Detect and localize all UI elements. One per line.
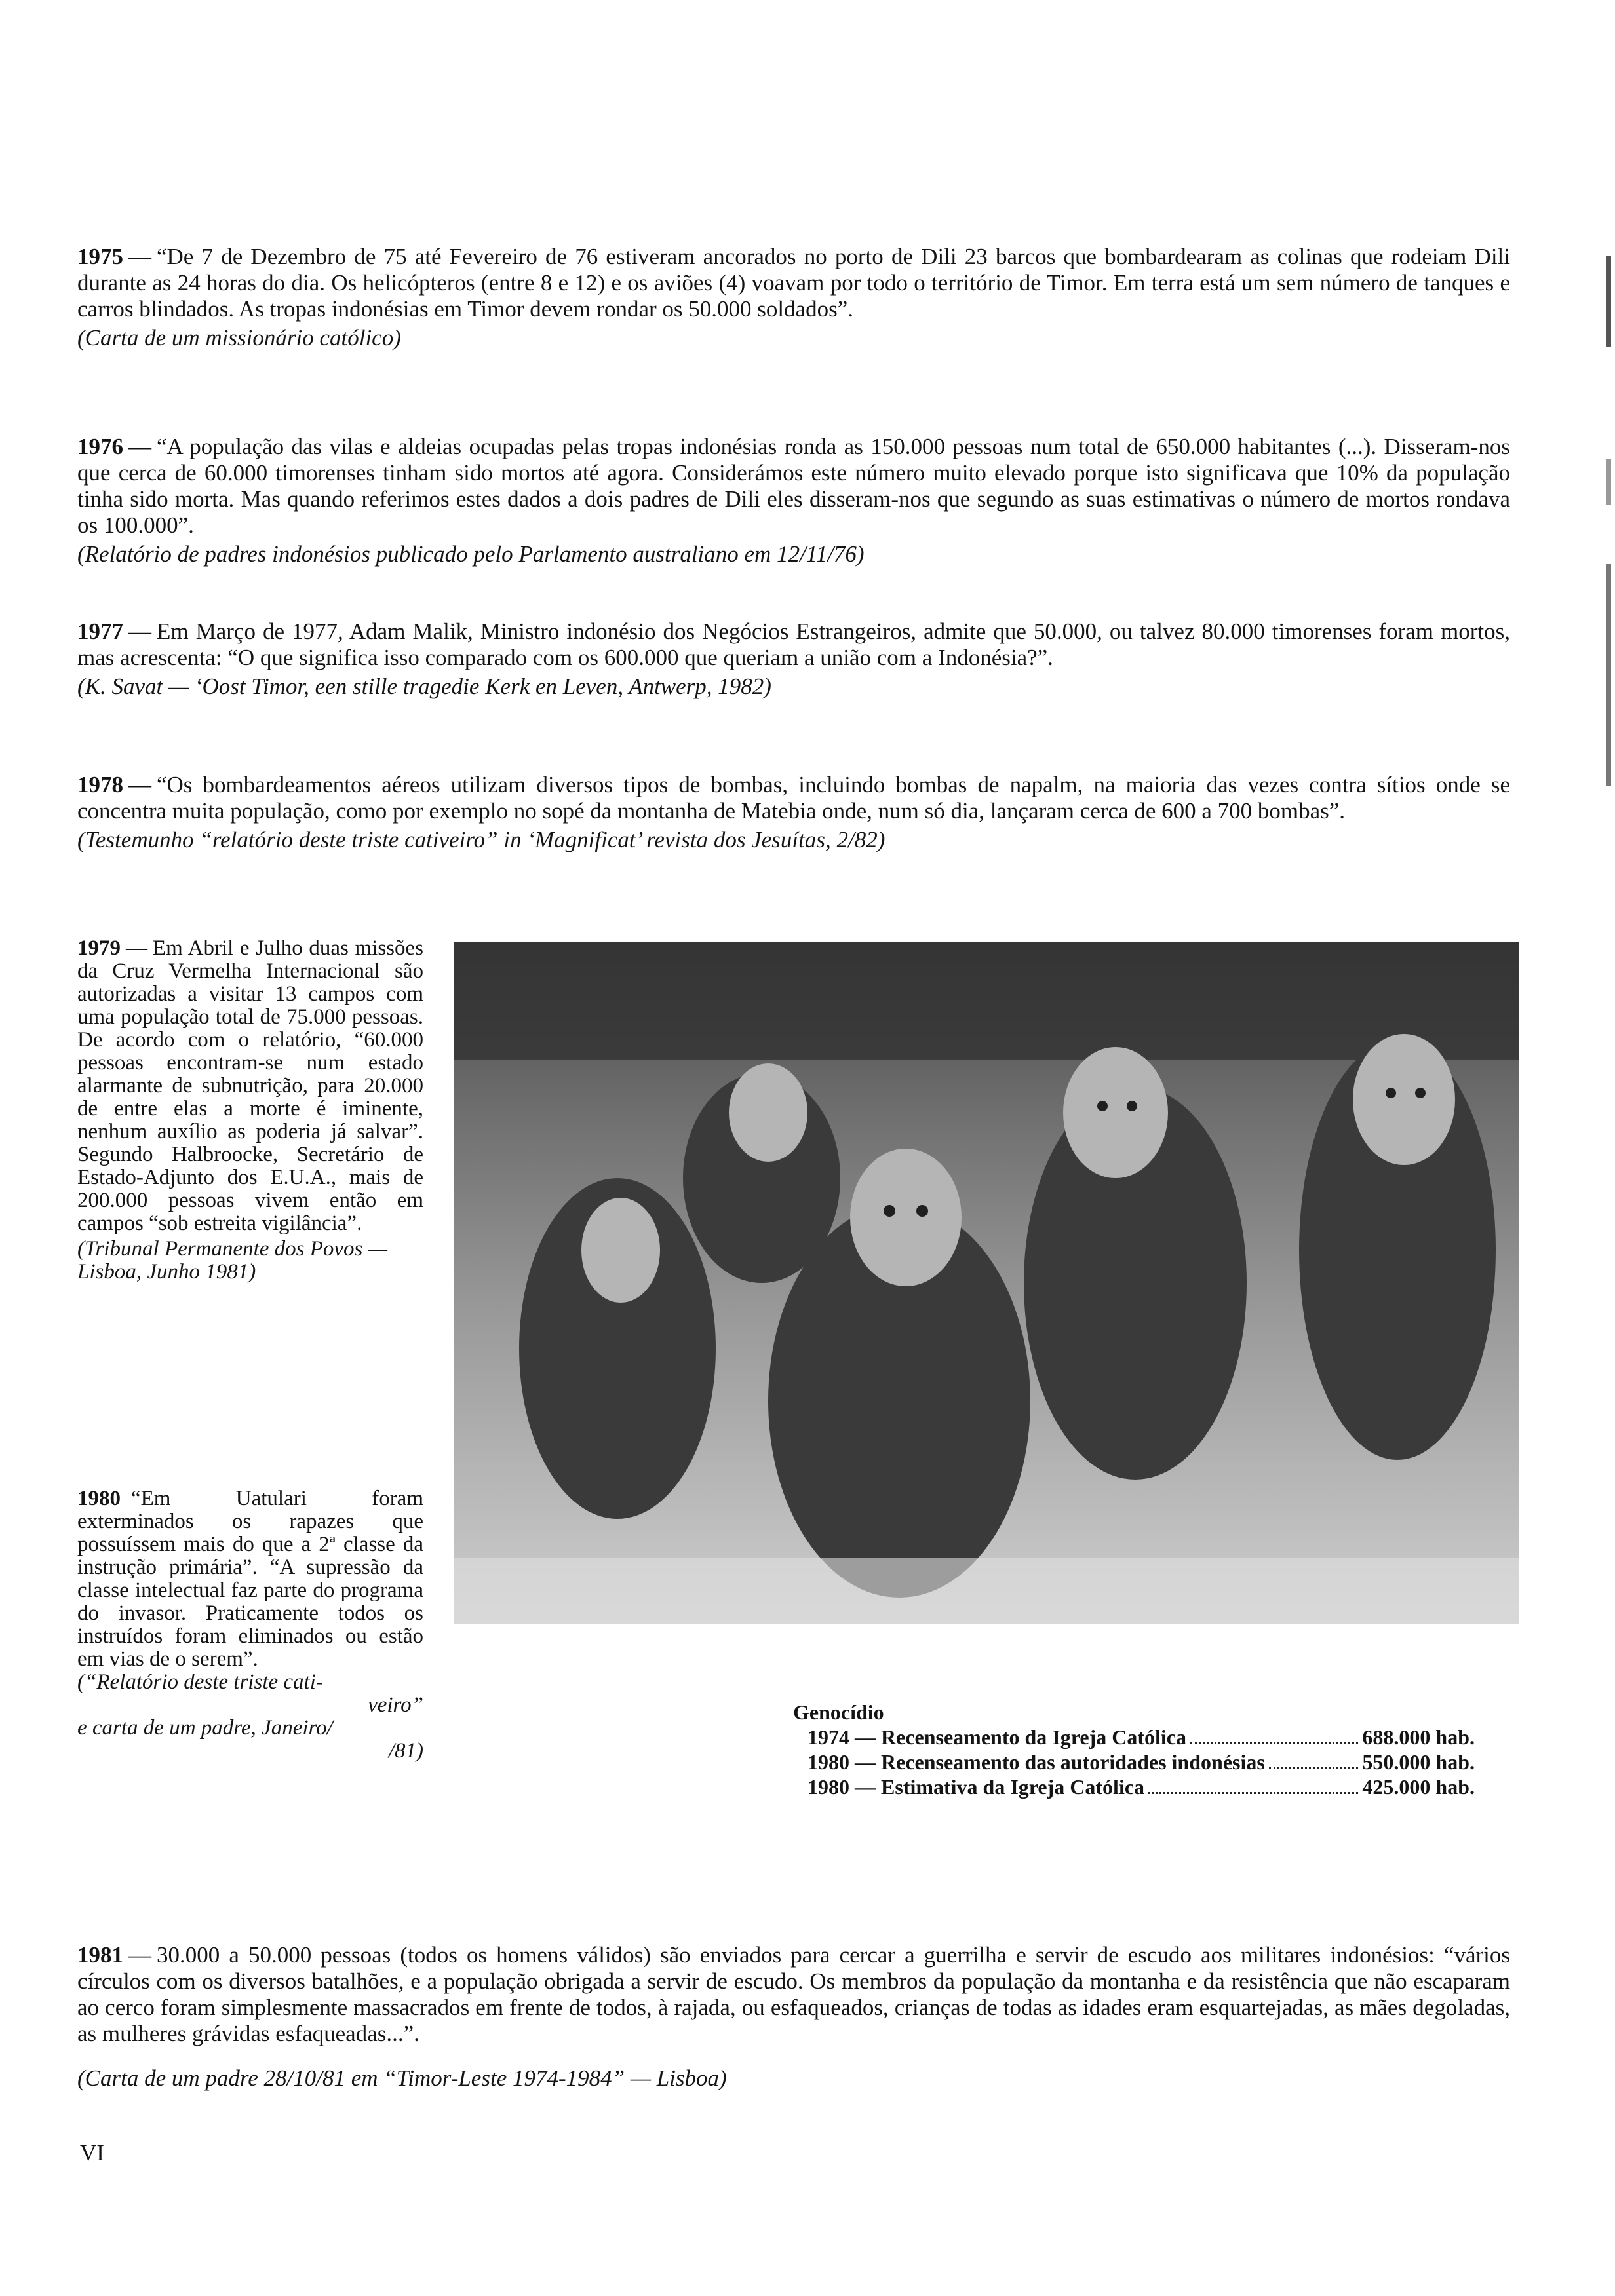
photo-image	[454, 942, 1519, 1624]
leader-dots	[1148, 1791, 1358, 1794]
entry-1980-text: 1980 “Em Uatulari foram exterminados os rapazes que possuíssem mais do que a 2ª classe da instrução primária”. “A supressão da classe intelectual faz parte do programa do invasor. Praticamente todos os instruídos foram eliminados ou estão em vias de o serem”.	[77, 1487, 423, 1671]
genocide-row	[793, 1750, 1475, 1774]
entry-year: 1979	[77, 936, 121, 960]
entry-1978	[77, 772, 1510, 853]
entry-1979	[77, 937, 423, 1284]
entry-1977	[77, 619, 1510, 700]
photo-of-children	[454, 942, 1519, 1624]
entry-source: (“Relatório deste triste cati-	[77, 1670, 323, 1694]
entry-1975	[77, 244, 1510, 351]
entry-year: 1976	[77, 434, 123, 459]
entry-1975-text: 1975 — “De 7 de Dezembro de 75 até Fevereiro de 76 estiveram ancorados no porto de Dili 23 barcos que bombardearam as colinas que rodeiam Dili durante as 24 horas do dia. Os helicópteros (entre 8 e 12) e os aviões (4) voavam por todo o território de Timor. Em terra está um sem número de tanques e carros blindados. As tropas indonésias em Timor devem rondar os 50.000 soldados”.	[77, 244, 1510, 322]
genocide-row-label: 1980 — Recenseamento das autoridades indonésias	[808, 1750, 1265, 1774]
entry-source: veiro”	[368, 1693, 423, 1717]
leader-dots	[1269, 1767, 1359, 1769]
entry-1977-text: 1977 — Em Março de 1977, Adam Malik, Ministro indonésio dos Negócios Estrangeiros, admite que 50.000, ou talvez 80.000 timorenses foram mortos, mas acrescenta: “O que significa isso comparado com os 600.000 que queriam a união com a Indonésia?”.	[77, 619, 1510, 670]
leader-dots	[1190, 1742, 1358, 1744]
entry-year: 1977	[77, 619, 123, 644]
entry-1980	[77, 1487, 423, 1763]
entry-year: 1980	[77, 1487, 121, 1510]
genocide-row	[793, 1725, 1475, 1750]
entry-1978-text: 1978 — “Os bombardeamentos aéreos utilizam diversos tipos de bombas, incluindo bombas de napalm, na maioria das vezes contra sítios onde se concentra muita população, como por exemplo no sopé da montanha de Matebia onde, num só dia, lançaram cerca de 600 a 700 bombas”.	[77, 772, 1510, 824]
entry-1976-text: 1976 — “A população das vilas e aldeias ocupadas pelas tropas indonésias ronda as 150.000 pessoas num total de 650.000 habitantes (...). Disseram-nos que cerca de 60.000 timorenses tinham sido mortos até agora. Considerámos este número muito elevado porque isto significava que 10% da população tinha sido morta. Mas quando referimos estes dados a dois padres de Dili eles disseram-nos que segundo as suas estimativas o número de mortos rondava os 100.000”.	[77, 434, 1510, 538]
genocide-row-value: 425.000 hab.	[1362, 1775, 1475, 1799]
entry-source: (Testemunho “relatório deste triste cativeiro” in ‘Magnificat’ revista dos Jesuítas, 2/82)	[77, 827, 885, 852]
entry-year: 1978	[77, 772, 123, 797]
genocide-title: Genocídio	[793, 1700, 884, 1724]
genocide-table	[793, 1700, 1475, 1799]
page-number: VI	[80, 2140, 104, 2166]
scan-edge-mark	[1606, 459, 1611, 505]
entry-1976	[77, 434, 1510, 567]
entry-source: /81)	[388, 1739, 423, 1763]
entry-source: (Carta de um padre 28/10/81 em “Timor-Leste 1974-1984” — Lisboa)	[77, 2065, 727, 2091]
genocide-row	[793, 1774, 1475, 1799]
genocide-row-value: 688.000 hab.	[1362, 1725, 1475, 1749]
entry-1981	[77, 1942, 1510, 2092]
entry-source: e carta de um padre, Janeiro/	[77, 1716, 333, 1740]
scan-edge-mark	[1606, 256, 1611, 347]
entry-1981-text: 1981 — 30.000 a 50.000 pessoas (todos os homens válidos) são enviados para cercar a guerrilha e servir de escudo aos militares indonésios: “vários círculos com os diversos batalhões, e a população obrigada a servir de escudo. Os membros da população da montanha e da resistência que não escaparam ao cerco foram simplesmente massacrados em frente de todos, à rajada, ou esfaqueados, crianças de todas as idades eram esquartejadas, as mães degoladas, as mulheres grávidas esfaqueadas...”.	[77, 1942, 1510, 2046]
genocide-row-label: 1980 — Estimativa da Igreja Católica	[808, 1775, 1145, 1799]
entry-year: 1975	[77, 244, 123, 269]
entry-year: 1981	[77, 1942, 123, 1968]
scan-edge-mark	[1606, 564, 1611, 786]
entry-source: (Relatório de padres indonésios publicado pelo Parlamento australiano em 12/11/76)	[77, 541, 865, 567]
entry-1979-text: 1979 — Em Abril e Julho duas missões da Cruz Vermelha Internacional são autorizadas a visitar 13 campos com uma população total de 75.000 pessoas. De acordo com o relatório, “60.000 pessoas encontram-se num estado alarmante de subnutrição, para 20.000 de entre elas a morte é iminente, nenhum auxílio as poderia já salvar”. Segundo Halbroocke, Secretário de Estado-Adjunto dos E.U.A., mais de 200.000 pessoas vivem então em campos “sob estreita vigilância”.	[77, 936, 423, 1235]
genocide-row-label: 1974 — Recenseamento da Igreja Católica	[808, 1725, 1186, 1749]
entry-source: (Tribunal Permanente dos Povos — Lisboa, Junho 1981)	[77, 1237, 387, 1284]
genocide-row-value: 550.000 hab.	[1362, 1750, 1475, 1774]
entry-source: (K. Savat — ‘Oost Timor, een stille tragedie Kerk en Leven, Antwerp, 1982)	[77, 674, 771, 699]
entry-source: (Carta de um missionário católico)	[77, 325, 401, 351]
